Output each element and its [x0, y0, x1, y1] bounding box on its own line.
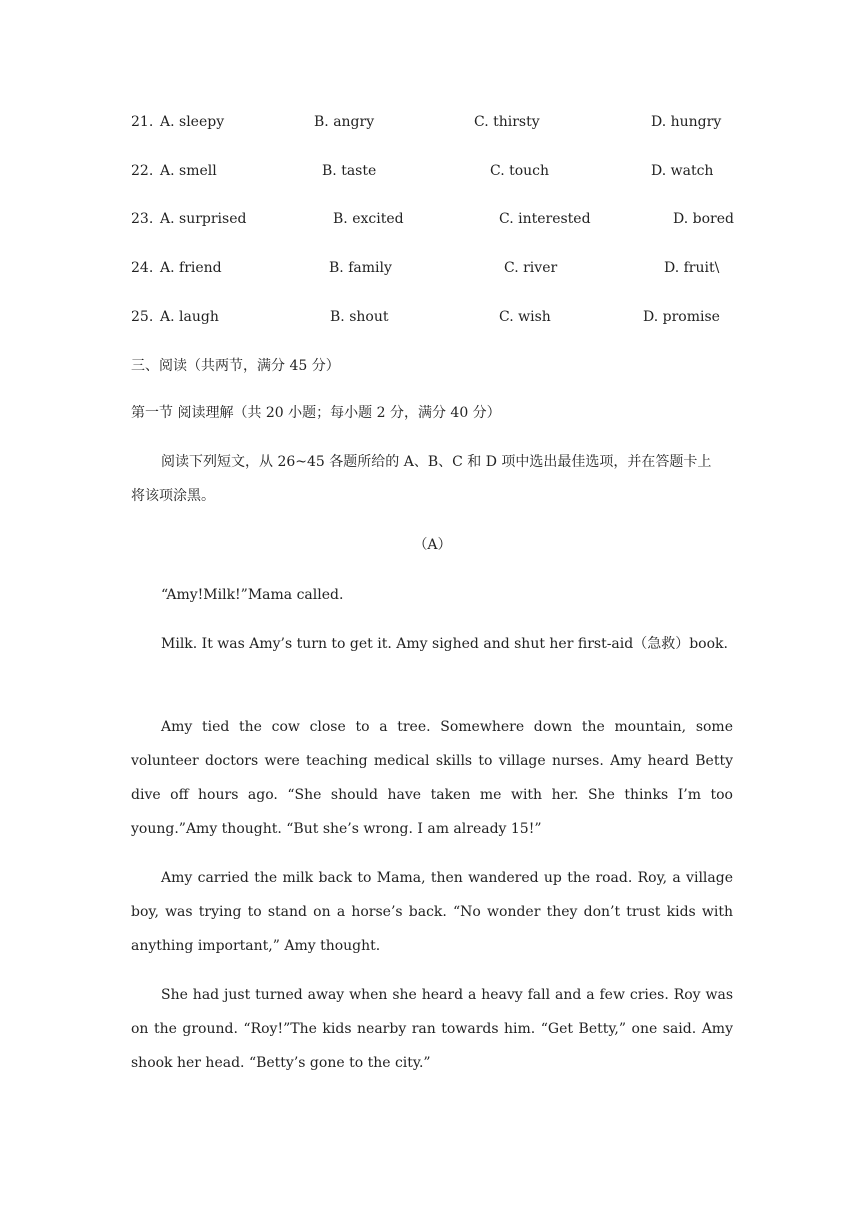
section-subheading: 第一节 阅读理解（共 20 小题；每小题 2 分，满分 40 分）: [131, 405, 501, 421]
option-c: C. wish: [499, 309, 551, 325]
option-b: B. angry: [314, 114, 375, 130]
question-number: 25.: [131, 309, 154, 325]
question-number: 22.: [131, 163, 154, 179]
question-number: 21.: [131, 114, 154, 130]
option-c: C. river: [504, 260, 558, 276]
passage-paragraph-1: “Amy!Milk!”Mama called.: [161, 587, 344, 603]
option-d: D. promise: [643, 309, 720, 325]
option-b: B. taste: [322, 163, 377, 179]
section-heading: 三、阅读（共两节，满分 45 分）: [131, 358, 340, 374]
option-c: C. thirsty: [474, 114, 540, 130]
option-a: A. sleepy: [160, 114, 225, 130]
passage-paragraph-3: Amy tied the cow close to a tree. Somewhere down the mountain, some volunteer doctors were teaching medical skills to village nurses. Amy heard Betty dive off hours ago. “She should have taken me with her. She thinks I’m too young.”Amy thought. “But she’s wrong. I am already 15!”: [131, 719, 733, 837]
option-d: D. watch: [651, 163, 714, 179]
option-a: A. smell: [160, 163, 217, 179]
option-a: A. friend: [160, 260, 222, 276]
passage-paragraph-4: Amy carried the milk back to Mama, then wandered up the road. Roy, a village boy, was trying to stand on a horse’s back. “No wonder they don’t trust kids with anything important,” Amy thought.: [131, 870, 733, 954]
option-d: D. hungry: [651, 114, 722, 130]
option-d: D. fruit\: [664, 260, 720, 276]
option-b: B. shout: [330, 309, 389, 325]
option-d: D. bored: [673, 211, 734, 227]
option-c: C. touch: [490, 163, 550, 179]
instruction-line-1: 阅读下列短文，从 26~45 各题所给的 A、B、C 和 D 项中选出最佳选项，并在答题卡上: [161, 454, 712, 470]
question-number: 23.: [131, 211, 154, 227]
instruction-line-2: 将该项涂黑。: [131, 488, 215, 504]
option-a: A. surprised: [160, 211, 247, 227]
passage-paragraph-2: Milk. It was Amy’s turn to get it. Amy sighed and shut her first-aid（急救）book.: [161, 636, 728, 652]
option-c: C. interested: [499, 211, 591, 227]
option-b: B. family: [329, 260, 392, 276]
option-a: A. laugh: [160, 309, 219, 325]
passage-label: （A）: [413, 537, 452, 553]
option-b: B. excited: [333, 211, 404, 227]
passage-paragraph-5: She had just turned away when she heard a heavy fall and a few cries. Roy was on the ground. “Roy!”The kids nearby ran towards him. “Get Betty,” one said. Amy shook her head. “Betty’s gone to the city.”: [131, 987, 733, 1071]
question-number: 24.: [131, 260, 154, 276]
